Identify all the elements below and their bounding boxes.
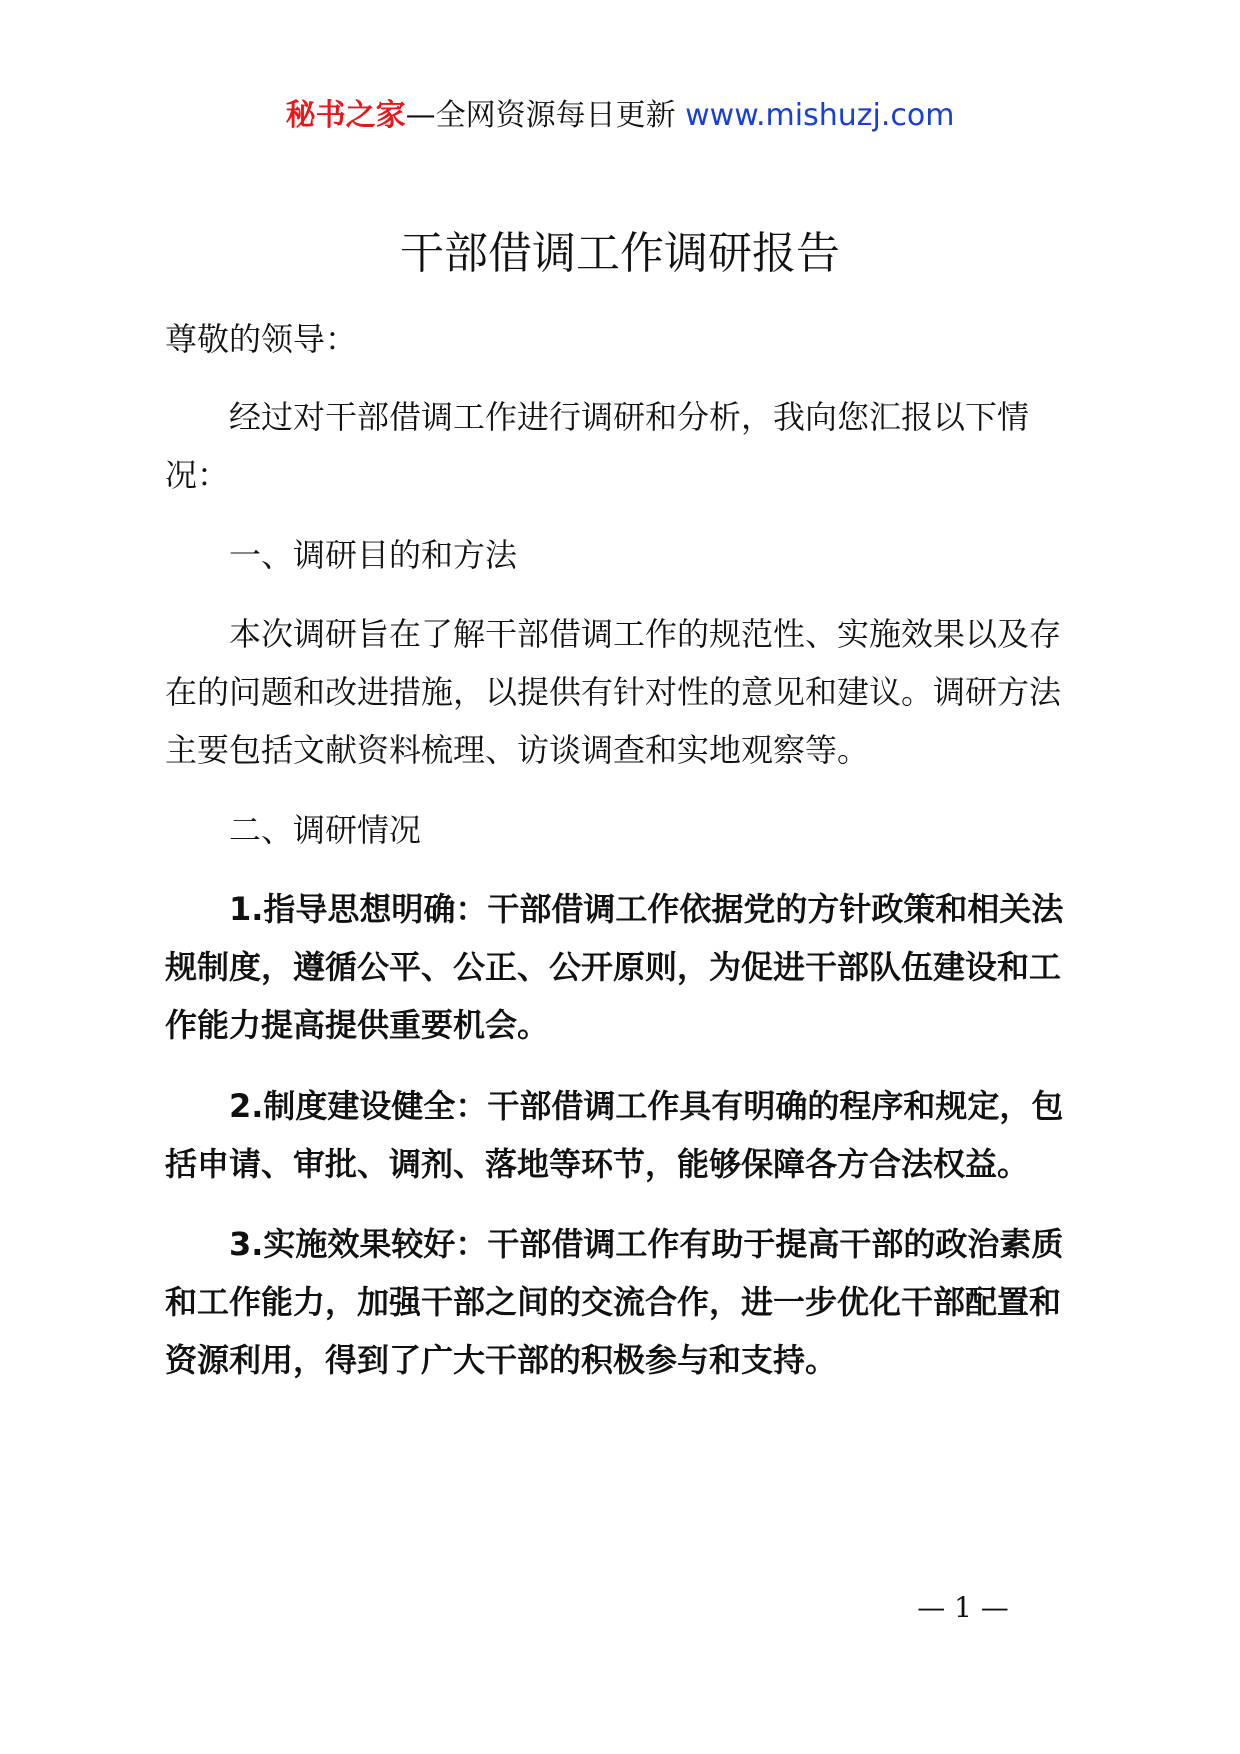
brand-name: 秘书之家	[285, 98, 406, 133]
document-title: 干部借调工作调研报告	[400, 228, 840, 279]
salutation: 尊敬的领导：	[165, 320, 358, 358]
intro-paragraph: 经过对干部借调工作进行调研和分析，我向您汇报以下情况：	[165, 398, 1030, 494]
site-header	[0, 96, 1240, 136]
header-slogan: —全网资源每日更新	[405, 98, 676, 133]
situation-item: 1.指导思想明确：干部借调工作依据党的方针政策和相关法规制度，遵循公平、公正、公开原则，为促进干部队伍建设和工作能力提高提供重要机会。	[165, 890, 1064, 1044]
situation-item: 2.制度建设健全：干部借调工作具有明确的程序和规定，包括申请、审批、调剂、落地等环节，能够保障各方合法权益。	[165, 1087, 1064, 1183]
page-number: — 1 —	[917, 1591, 1009, 1624]
website-url[interactable]: www.mishuzj.com	[685, 98, 955, 133]
situation-item: 3.实施效果较好：干部借调工作有助于提高干部的政治素质和工作能力，加强干部之间的交流合作，进一步优化干部配置和资源利用，得到了广大干部的积极参与和支持。	[165, 1225, 1064, 1379]
purpose-paragraph: 本次调研旨在了解干部借调工作的规范性、实施效果以及存在的问题和改进措施，以提供有针对性的意见和建议。调研方法主要包括文献资料梳理、访谈调查和实地观察等。	[165, 615, 1062, 769]
section-heading-purpose: 一、调研目的和方法	[229, 536, 518, 574]
section-heading-situation: 二、调研情况	[229, 811, 422, 849]
